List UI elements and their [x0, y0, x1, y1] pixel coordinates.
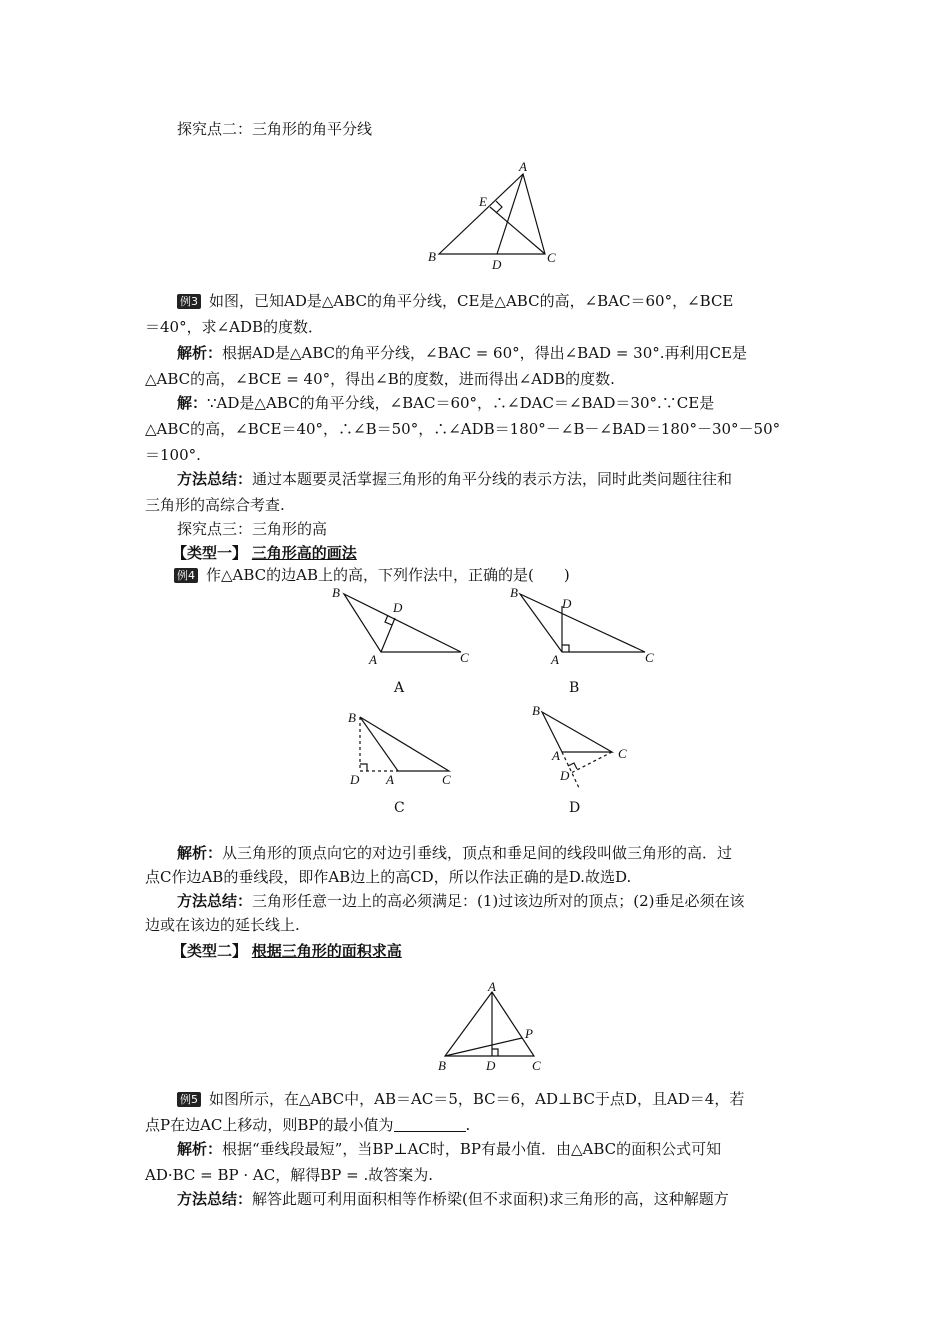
ex5-question-line2: 点P在边AC上移动，则BP的最小值为 .	[145, 1116, 471, 1134]
figure-option-b	[505, 584, 665, 669]
svg-text:C: C	[460, 650, 469, 665]
ex3-solution-line1: 解：∵AD是△ABC的角平分线，∠BAC＝60°，∴∠DAC＝∠BAD＝30°.∵CE是	[177, 394, 715, 412]
ex4-analysis-line2: 点C作边AB的垂线段，即作AB边上的高CD，所以作法正确的是D.故选D.	[145, 868, 632, 886]
figure-option-c	[340, 704, 470, 789]
svg-text:A: A	[369, 652, 377, 667]
svg-text:D: D	[486, 1058, 496, 1073]
svg-text:A: A	[551, 652, 559, 667]
ex4-analysis-line1: 解析：从三角形的顶点向它的对边引垂线，顶点和垂足间的线段叫做三角形的高．过	[177, 844, 733, 862]
ex5-question-line1: 例5 如图所示，在△ABC中，AB＝AC＝5，BC＝6，AD⊥BC于点D，且AD＝4，若	[177, 1086, 813, 1112]
fig1-label-B: B	[428, 249, 436, 264]
svg-text:B: B	[348, 710, 356, 725]
option-b-label: B	[569, 680, 580, 696]
svg-text:P: P	[525, 1026, 533, 1041]
type2-heading: 【类型二】 根据三角形的面积求高	[172, 942, 402, 960]
ex4-question: 例4 作△ABC的边AB上的高，下列作法中，正确的是( )	[174, 562, 842, 588]
type1-heading: 【类型一】 三角形高的画法	[172, 544, 357, 562]
section-heading-angle-bisector: 探究点二：三角形的角平分线	[177, 120, 373, 138]
svg-text:A: A	[552, 748, 560, 763]
fig1-label-D: D	[492, 257, 502, 272]
ex3-badge: 例3	[177, 294, 201, 309]
svg-text:D: D	[393, 600, 403, 615]
svg-text:A: A	[386, 772, 394, 787]
figure-option-a	[325, 584, 475, 669]
figure-triangle-angle-bisector	[420, 158, 570, 273]
ex4-summary-line2: 边或在该边的延长线上.	[145, 916, 300, 934]
svg-text:C: C	[618, 746, 627, 761]
ex3-summary-line2: 三角形的高综合考查.	[145, 496, 285, 514]
section-heading-altitude: 探究点三：三角形的高	[177, 520, 328, 538]
svg-text:B: B	[332, 585, 340, 600]
option-d-label: D	[569, 800, 581, 816]
ex3-question-line2: ＝40°，求∠ADB的度数．	[145, 318, 324, 336]
svg-text:B: B	[510, 585, 518, 600]
ex5-analysis-line2: AD·BC = BP · AC，解得BP = .故答案为.	[145, 1166, 433, 1184]
svg-text:C: C	[442, 772, 451, 787]
svg-text:D: D	[560, 768, 570, 783]
svg-text:D: D	[350, 772, 360, 787]
ex3-analysis-line1: 解析：根据AD是△ABC的角平分线，∠BAC = 60°，得出∠BAD = 30°.再利用CE是	[177, 344, 747, 362]
ex3-summary-line1: 方法总结：通过本题要灵活掌握三角形的角平分线的表示方法，同时此类问题往往和	[177, 470, 733, 488]
svg-text:B: B	[438, 1058, 446, 1073]
option-c-label: C	[394, 800, 405, 816]
ex3-solution-line2: △ABC的高，∠BCE＝40°，∴∠B＝50°，∴∠ADB＝180°－∠B－∠BAD＝180°－30°－50°	[145, 420, 781, 438]
ex3-analysis-line2: △ABC的高，∠BCE = 40°，得出∠B的度数，进而得出∠ADB的度数.	[145, 370, 615, 388]
ex5-summary-line1: 方法总结：解答此题可利用面积相等作桥梁(但不求面积)求三角形的高，这种解题方	[177, 1190, 729, 1208]
ex4-badge: 例4	[174, 568, 198, 583]
figure-option-d	[522, 700, 642, 792]
ex3-question-line1: 例3 如图，已知AD是△ABC的角平分线，CE是△ABC的高，∠BAC＝60°，∠BCE	[177, 288, 813, 314]
svg-text:C: C	[645, 650, 654, 665]
svg-text:D: D	[562, 596, 572, 611]
ex4-summary-line1: 方法总结：三角形任意一边上的高必须满足：(1)过该边所对的顶点；(2)垂足必须在该	[177, 892, 745, 910]
ex3-solution-line3: ＝100°.	[145, 446, 201, 464]
ex5-analysis-line1: 解析：根据“垂线段最短”，当BP⊥AC时，BP有最小值．由△ABC的面积公式可知	[177, 1140, 722, 1158]
ex5-badge: 例5	[177, 1092, 201, 1107]
svg-text:C: C	[532, 1058, 541, 1073]
fig1-label-E: E	[479, 194, 487, 209]
figure-triangle-area	[432, 980, 557, 1075]
svg-text:A: A	[488, 980, 496, 994]
option-a-label: A	[394, 680, 405, 696]
answer-blank[interactable]	[394, 1117, 466, 1132]
fig1-label-A: A	[519, 159, 527, 174]
fig1-label-C: C	[547, 250, 556, 265]
svg-text:B: B	[532, 703, 540, 718]
